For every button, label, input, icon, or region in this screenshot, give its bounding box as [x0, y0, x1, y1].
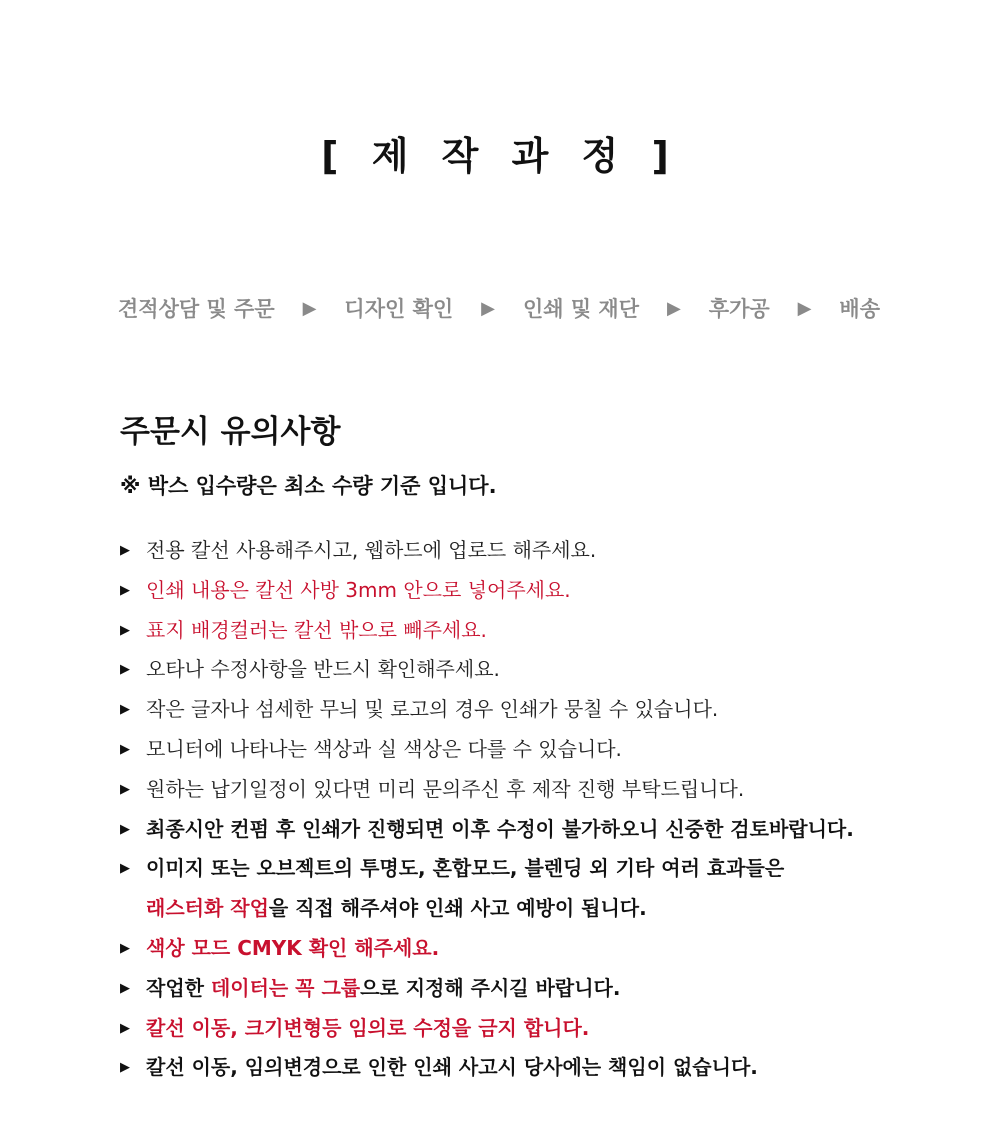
- list-item-text: 인쇄 내용은 칼선 사방 3mm 안으로 넣어주세요.: [146, 577, 571, 602]
- list-item: [120, 849, 900, 929]
- list-item-text: 최종시안 컨펌 후 인쇄가 진행되면 이후 수정이 불가하오니 신중한 검토바랍니다.: [146, 816, 854, 841]
- bullet-icon: ▶: [120, 702, 130, 718]
- list-item-text: 작은 글자나 섬세한 무늬 및 로고의 경우 인쇄가 뭉칠 수 있습니다.: [146, 697, 719, 722]
- process-step-delivery: 배송: [839, 297, 880, 321]
- list-item-text: 원하는 납기일정이 있다면 미리 문의주신 후 제작 진행 부탁드립니다.: [146, 776, 745, 801]
- list-item-text: 칼선 이동, 임의변경으로 인한 인쇄 사고시 당사에는 책임이 없습니다.: [146, 1055, 758, 1080]
- notice-list: [120, 531, 900, 1088]
- list-item-text: 이미지 또는 오브젝트의 투명도, 혼합모드, 블렌딩 외 기타 여러 효과들은: [146, 856, 785, 881]
- notice-note: ※ 박스 입수량은 최소 수량 기준 입니다.: [120, 474, 497, 498]
- bullet-icon: ▶: [120, 940, 130, 956]
- list-item-text: 칼선 이동, 크기변형등 임의로 수정을 금지 합니다.: [146, 1015, 590, 1040]
- process-step-print-cut: 인쇄 및 재단: [522, 297, 639, 321]
- bullet-icon: ▶: [120, 662, 130, 678]
- bullet-icon: ▶: [120, 1020, 130, 1036]
- bullet-icon: ▶: [120, 622, 130, 638]
- list-item: [120, 1048, 900, 1088]
- list-item-text: 으로 지정해 주시길 바랍니다.: [360, 975, 621, 1000]
- list-item-text: 표지 배경컬러는 칼선 밖으로 빼주세요.: [146, 617, 487, 642]
- list-item: [120, 650, 900, 690]
- list-item: [120, 1009, 900, 1049]
- list-item-text: 작업한: [146, 975, 211, 1000]
- process-flow: [118, 290, 880, 326]
- bullet-icon: ▶: [120, 821, 130, 837]
- list-item-text: 오타나 수정사항을 반드시 확인해주세요.: [146, 657, 500, 682]
- bullet-icon: ▶: [120, 741, 130, 757]
- highlight-text: 래스터화 작업: [146, 896, 269, 921]
- arrow-right-icon: ▶: [666, 297, 681, 319]
- list-item: [120, 730, 900, 770]
- bullet-icon: ▶: [120, 861, 130, 877]
- list-item: [120, 611, 900, 651]
- list-item: [120, 810, 900, 850]
- arrow-right-icon: ▶: [302, 297, 317, 319]
- page-title: [ 제 작 과 정 ]: [321, 134, 679, 178]
- list-item: [120, 690, 900, 730]
- list-item-text-line2: [146, 889, 900, 929]
- list-item-text: 전용 칼선 사용해주시고, 웹하드에 업로드 해주세요.: [146, 538, 597, 562]
- process-step-post-processing: 후가공: [708, 297, 770, 321]
- list-item-text: 색상 모드 CMYK 확인 해주세요.: [146, 935, 440, 960]
- list-item: [120, 531, 900, 571]
- arrow-right-icon: ▶: [481, 297, 495, 319]
- list-item: [120, 969, 900, 1009]
- list-item: [120, 571, 900, 611]
- bullet-icon: ▶: [120, 781, 130, 797]
- bullet-icon: ▶: [120, 582, 130, 598]
- arrow-right-icon: ▶: [797, 297, 812, 319]
- process-step-design-check: 디자인 확인: [344, 297, 454, 321]
- bullet-icon: ▶: [120, 543, 130, 558]
- notice-heading: 주문시 유의사항: [120, 414, 341, 450]
- list-item-text: 모니터에 나타나는 색상과 실 색상은 다를 수 있습니다.: [146, 736, 622, 761]
- highlight-text: 데이터는 꼭 그룹: [210, 975, 361, 1000]
- process-step-quote-order: 견적상담 및 주문: [118, 297, 275, 321]
- bullet-icon: ▶: [120, 980, 130, 996]
- list-item: [120, 929, 900, 969]
- bullet-icon: ▶: [120, 1060, 130, 1076]
- list-item: [120, 770, 900, 810]
- list-item-text: 을 직접 해주셔야 인쇄 사고 예방이 됩니다.: [268, 896, 647, 921]
